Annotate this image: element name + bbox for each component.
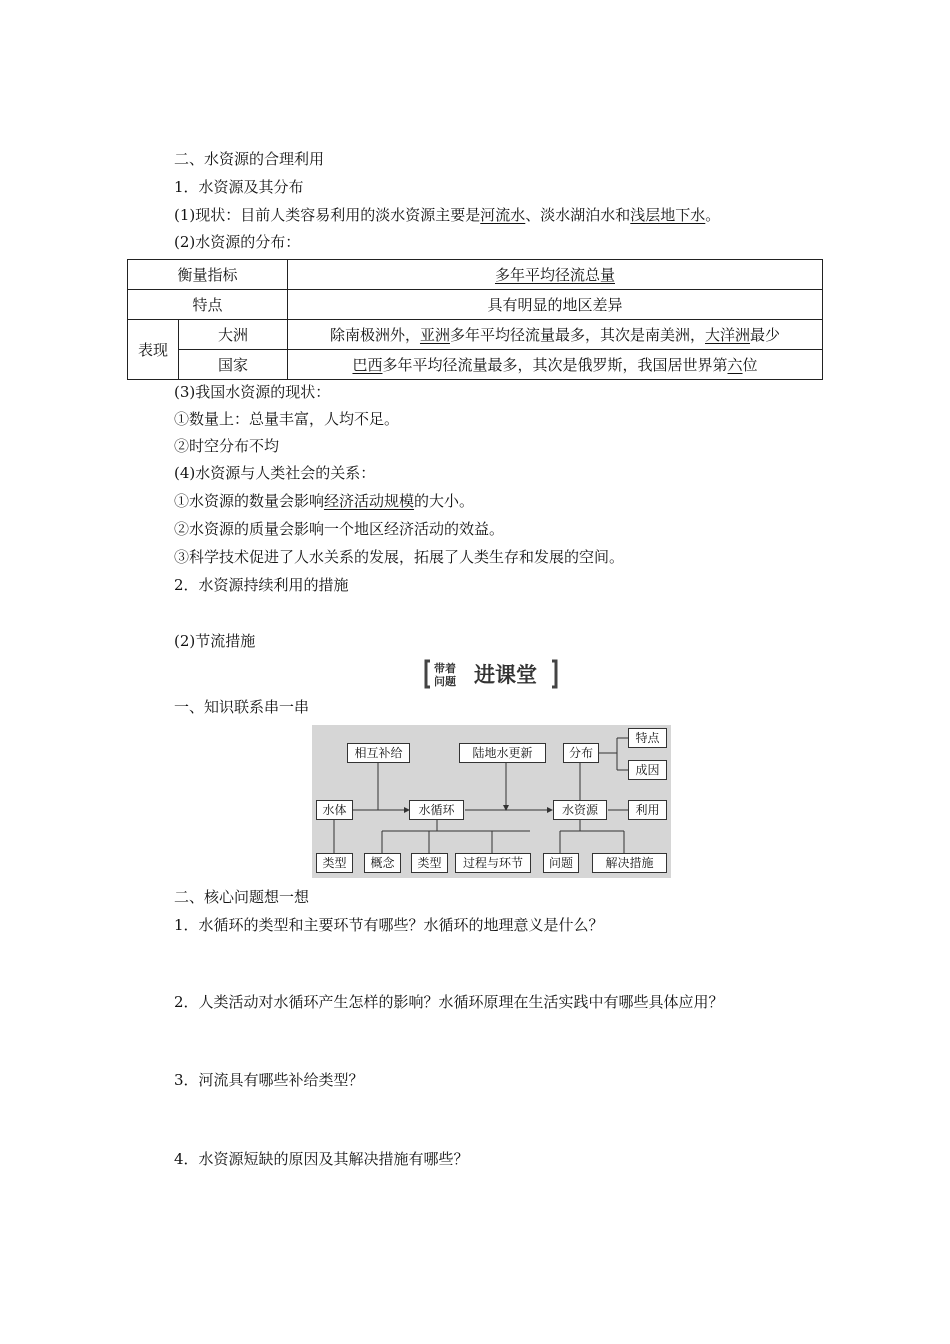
table-cell-value: 多年平均径流总量 <box>288 260 823 290</box>
paragraph-relation-1: ①水资源的数量会影响经济活动规模的大小。 <box>174 492 475 510</box>
section-heading-knowledge: 一、知识联系串一串 <box>174 698 310 716</box>
node-features: 特点 <box>628 728 667 748</box>
node-land-water-renewal: 陆地水更新 <box>459 743 546 763</box>
banner-small-top: 带着 <box>434 662 456 675</box>
table-cell-label: 国家 <box>179 350 288 380</box>
question-2: 2．人类活动对水循环产生怎样的影响？水循环原理在生活实践中有哪些具体应用？ <box>174 993 724 1011</box>
node-process: 过程与环节 <box>455 853 531 873</box>
node-distribution: 分布 <box>563 743 599 763</box>
node-water-body: 水体 <box>316 800 353 820</box>
banner-graphic <box>424 659 558 689</box>
node-type-2: 类型 <box>411 853 448 873</box>
question-4: 4．水资源短缺的原因及其解决措施有哪些？ <box>174 1150 469 1168</box>
banner-small-bottom: 问题 <box>434 675 456 688</box>
section-heading-core-questions: 二、核心问题想一想 <box>174 888 310 906</box>
table-cell-label: 大洲 <box>179 320 288 350</box>
table-cell-value: 具有明显的地区差异 <box>288 290 823 320</box>
node-mutual-recharge: 相互补给 <box>347 743 410 763</box>
table-cell-label: 衡量指标 <box>128 260 288 290</box>
paragraph-relation-3: ③科学技术促进了人水关系的发展，拓展了人类生存和发展的空间。 <box>174 548 625 566</box>
concept-diagram <box>312 725 671 878</box>
table-cell-label: 表现 <box>128 320 179 380</box>
node-type-1: 类型 <box>316 853 353 873</box>
node-water-cycle: 水循环 <box>409 800 464 820</box>
node-use: 利用 <box>628 800 667 820</box>
paragraph-china-status: (3)我国水资源的现状： <box>174 383 331 401</box>
banner-into-class <box>424 659 558 689</box>
paragraph-uneven: ②时空分布不均 <box>174 437 280 455</box>
paragraph-relation-2: ②水资源的质量会影响一个地区经济活动的效益。 <box>174 520 505 538</box>
node-problem: 问题 <box>543 853 579 873</box>
paragraph-relation: (4)水资源与人类社会的关系： <box>174 464 376 482</box>
node-concept: 概念 <box>364 853 401 873</box>
node-causes: 成因 <box>628 760 667 780</box>
paragraph-distribution: (2)水资源的分布： <box>174 233 301 251</box>
banner-big-text: 进课堂 <box>474 663 537 687</box>
question-3: 3．河流具有哪些补给类型？ <box>174 1071 364 1089</box>
table-cell-value: 除南极洲外，亚洲多年平均径流量最多，其次是南美洲，大洋洲最少 <box>288 320 823 350</box>
paragraph-status: (1)现状：目前人类容易利用的淡水资源主要是河流水、淡水湖泊水和浅层地下水。 <box>174 206 721 224</box>
question-1: 1．水循环的类型和主要环节有哪些？水循环的地理意义是什么？ <box>174 916 604 934</box>
distribution-table <box>127 259 823 380</box>
subheading-distribution: 1．水资源及其分布 <box>174 178 304 196</box>
node-solutions: 解决措施 <box>592 853 667 873</box>
node-water-resources: 水资源 <box>553 800 607 820</box>
paragraph-saving: (2)节流措施 <box>174 632 256 650</box>
section-heading-water-resources: 二、水资源的合理利用 <box>174 150 325 168</box>
paragraph-quantity: ①数量上：总量丰富，人均不足。 <box>174 410 400 428</box>
table-cell-value: 巴西多年平均径流量最多，其次是俄罗斯，我国居世界第六位 <box>288 350 823 380</box>
subheading-measures: 2．水资源持续利用的措施 <box>174 576 349 594</box>
table-cell-label: 特点 <box>128 290 288 320</box>
